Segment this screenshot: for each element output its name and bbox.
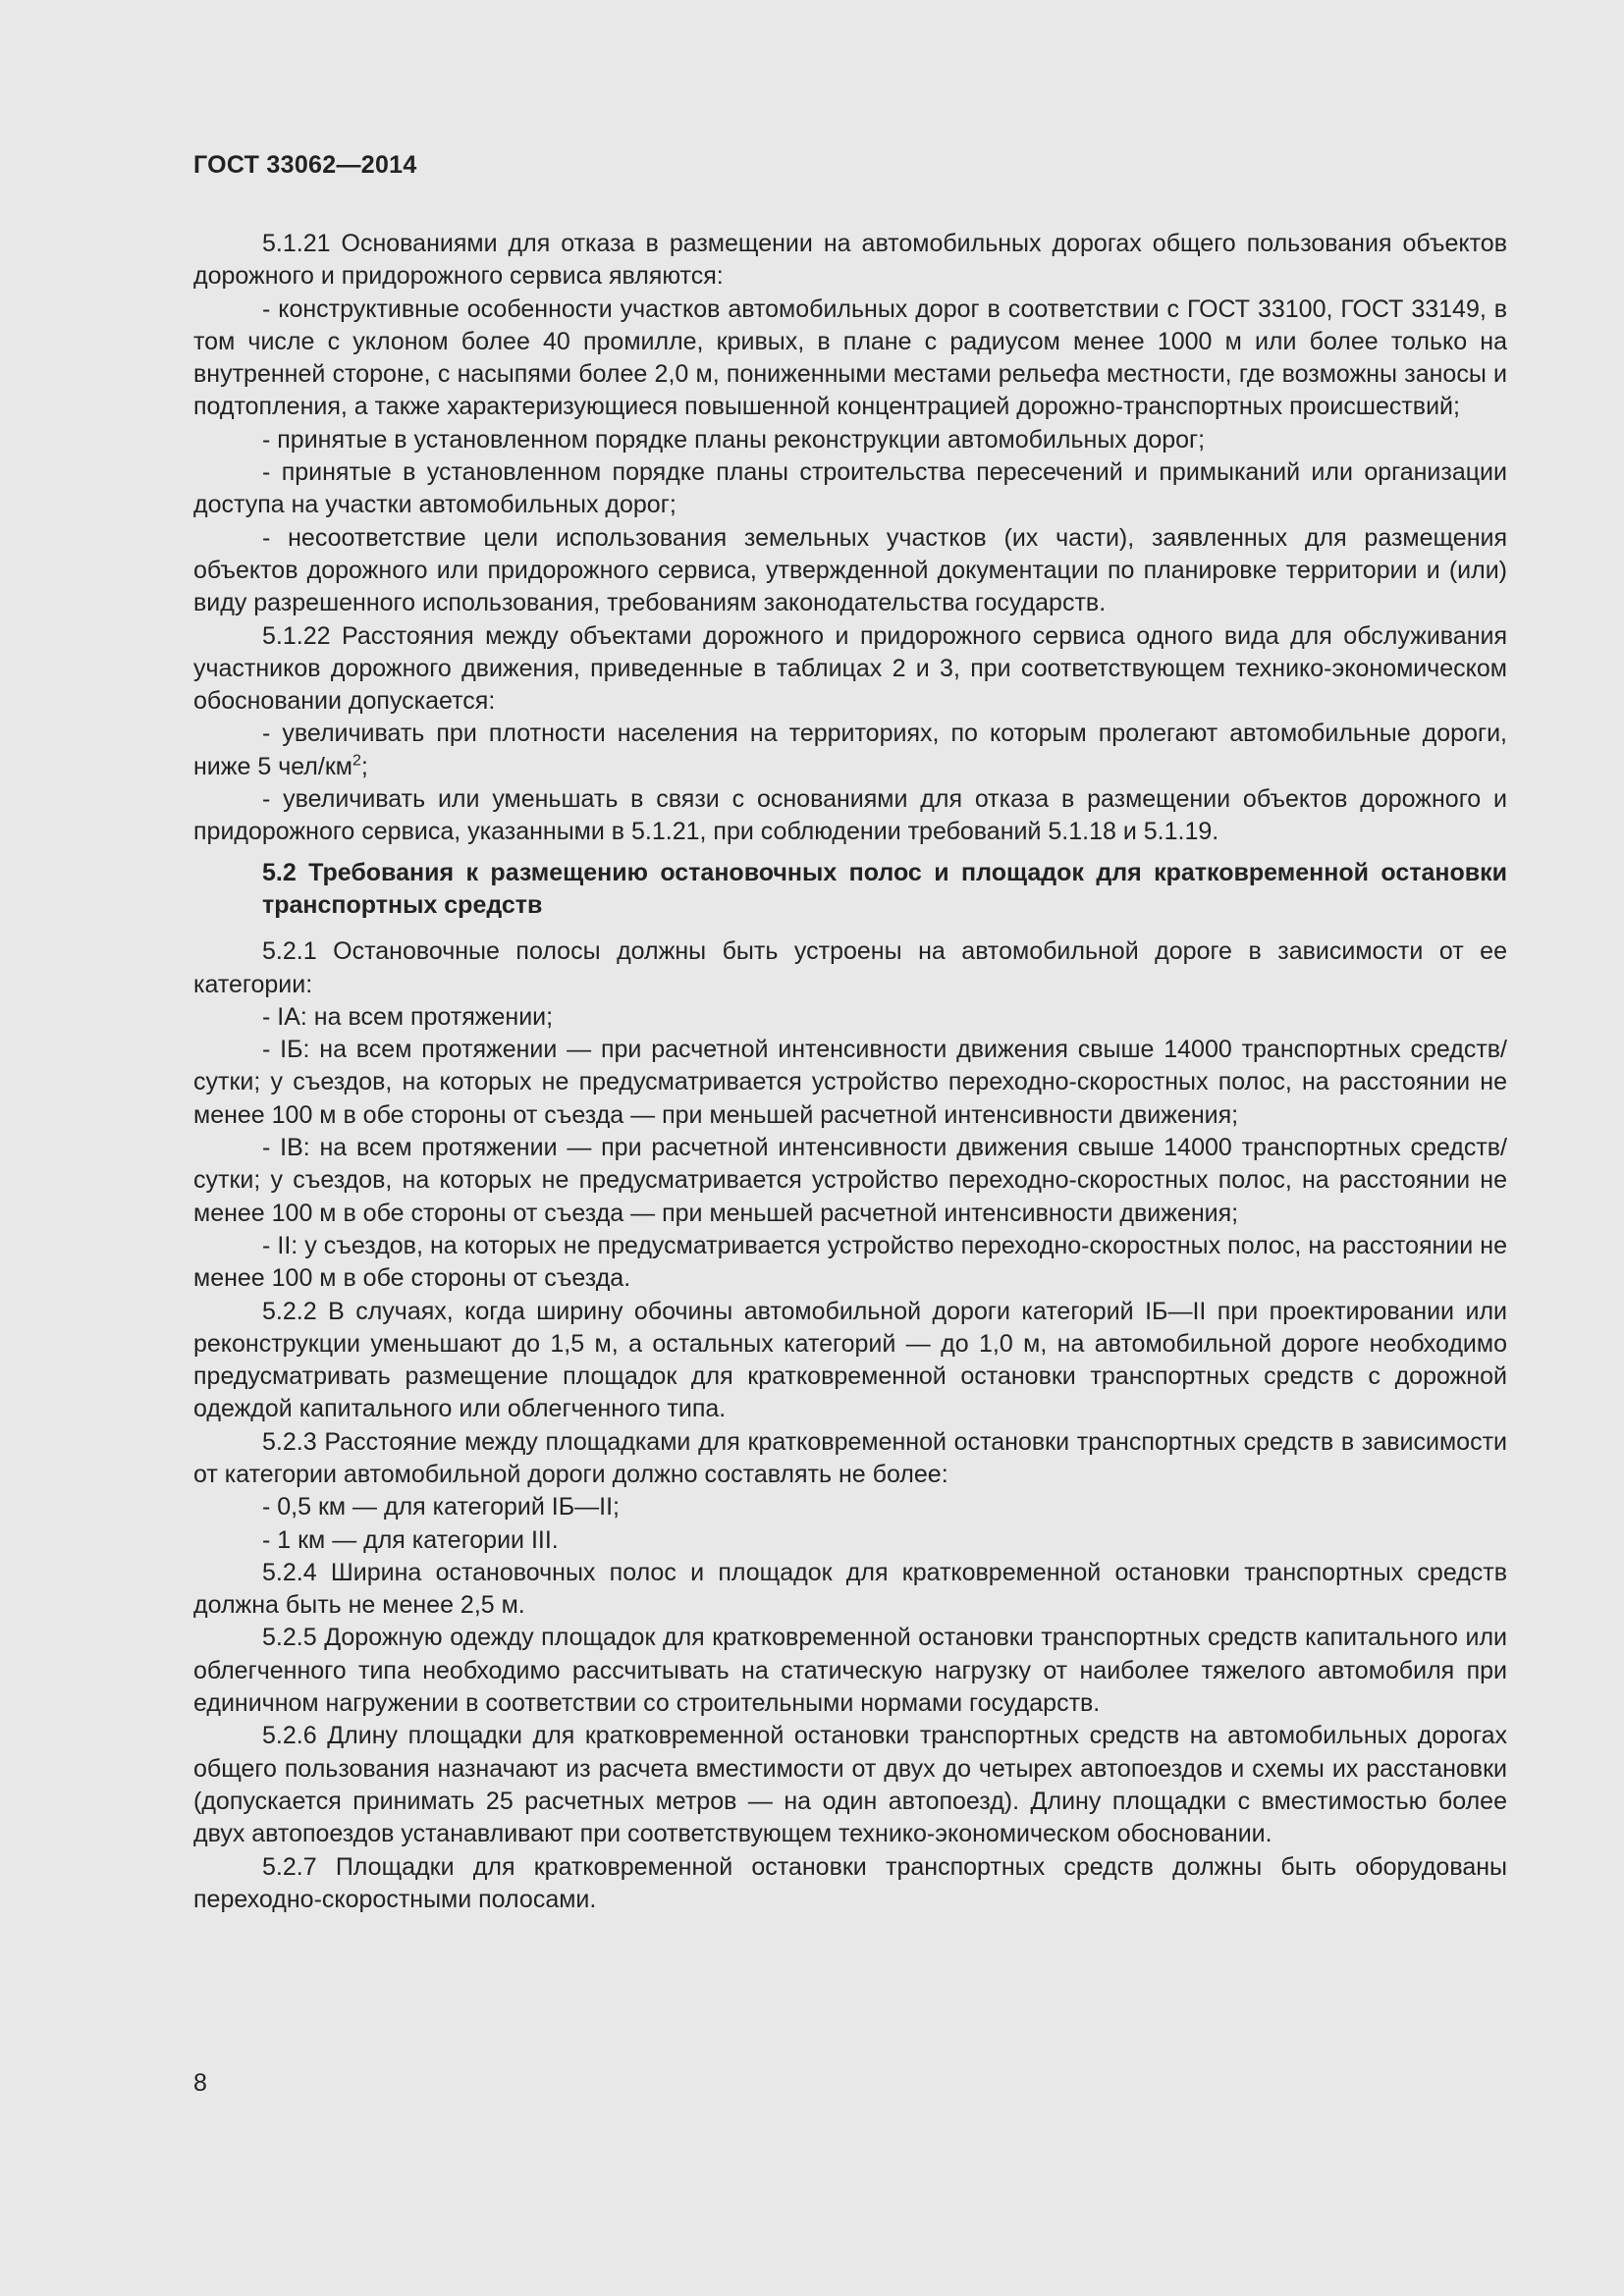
paragraph bbox=[193, 1622, 1507, 1720]
paragraph-text: 5.1.22 Расстояния между объектами дорожного и придорожного сервиса одного вида для обслуживания участников дорожного движения, приведенные в таблицах 2 и 3, при соответствующем технико-экономическом обосновании допускается: bbox=[193, 621, 1507, 716]
paragraph bbox=[193, 1557, 1507, 1623]
paragraph-text: - IА: на всем протяжении; bbox=[262, 1002, 554, 1031]
paragraph-text: 5.2.5 Дорожную одежду площадок для кратковременной остановки транспортных средств капитального или облегченного типа необходимо рассчитывать на статическую нагрузку от наиболее тяжелого автомобиля при единичном нагружении в соответствии со строительными нормами государств. bbox=[193, 1624, 1507, 1718]
paragraph-text: - увеличивать или уменьшать в связи с основаниями для отказа в размещении объектов дорожного и придорожного сервиса, указанными в 5.1.21, при соблюдении требований 5.1.18 и 5.1.19. bbox=[193, 785, 1507, 846]
paragraph bbox=[193, 294, 1507, 424]
paragraph bbox=[193, 935, 1507, 1001]
document-header: ГОСТ 33062—2014 bbox=[193, 151, 417, 179]
paragraph-text: - IБ: на всем протяжении — при расчетной интенсивности движения свыше 14000 транспортных средств/сутки; у съездов, на которых не предусматривается устройство переходно-скоростных полос, на расстоянии не менее 100 м в обе стороны от съезда — при меньшей расчетной интенсивности движения; bbox=[193, 1036, 1507, 1129]
page-number: 8 bbox=[193, 2069, 207, 2097]
paragraph-text: - 0,5 км — для категорий IБ—II; bbox=[262, 1493, 621, 1522]
paragraph-text: 5.2.2 В случаях, когда ширину обочины автомобильной дороги категорий IБ—II при проектировании или реконструкции уменьшают до 1,5 м, а остальных категорий — до 1,0 м, на автомобильной дороге необходимо предусматривать размещение площадок для кратковременной остановки транспортных средств с дорожной одеждой капитального или облегченного типа. bbox=[193, 1297, 1507, 1423]
paragraph bbox=[193, 1524, 1507, 1557]
paragraph-text: 5.2 Требования к размещению остановочных полос и площадок для кратковременной остановки транспортных средств bbox=[262, 858, 1507, 919]
paragraph-text: - IВ: на всем протяжении — при расчетной интенсивности движения свыше 14000 транспортных средств/сутки; у съездов, на которых не предусматривается устройство переходно-скоростных полос, на расстоянии не менее 100 м в обе стороны от съезда — при меньшей расчетной интенсивности движения; bbox=[193, 1134, 1507, 1227]
paragraph bbox=[193, 1296, 1507, 1426]
paragraph-text: 5.2.3 Расстояние между площадками для кратковременной остановки транспортных средств в зависимости от категории автомобильной дороги должно составлять не более: bbox=[193, 1427, 1507, 1488]
paragraph bbox=[193, 1001, 1507, 1034]
paragraph-text: 5.1.21 Основаниями для отказа в размещении на автомобильных дорогах общего пользования объектов дорожного и придорожного сервиса являются: bbox=[193, 230, 1507, 291]
paragraph bbox=[193, 1720, 1507, 1850]
paragraph bbox=[193, 783, 1507, 849]
paragraph-text: 5.2.6 Длину площадки для кратковременной остановки транспортных средств на автомобильных дорогах общего пользования назначают из расчета вместимости от двух до четырех автопоездов и схемы их расстановки (допускается принимать 25 расчетных метров — на один автопоезд). Длину площадки с вместимостью более двух автопоездов устанавливают при соответствующем технико-экономическом обосновании. bbox=[193, 1722, 1507, 1848]
paragraph bbox=[193, 522, 1507, 620]
paragraph-text: 5.2.4 Ширина остановочных полос и площадок для кратковременной остановки транспортных средств должна быть не менее 2,5 м. bbox=[193, 1558, 1507, 1620]
paragraph bbox=[193, 1426, 1507, 1492]
paragraph-text: 5.2.1 Остановочные полосы должны быть устроены на автомобильной дороге в зависимости от ее категории: bbox=[193, 937, 1507, 998]
paragraph-text: - конструктивные особенности участков автомобильных дорог в соответствии с ГОСТ 33100, ГОСТ 33149, в том числе с уклоном более 40 промилле, кривых, в плане с радиусом менее 1000 м или более только на внутренней стороне, с насыпями более 2,0 м, пониженными местами рельефа местности, где возможны заносы и подтопления, а также характеризующиеся повышенной концентрацией дорожно-транспортных происшествий; bbox=[193, 294, 1507, 421]
section-heading bbox=[193, 857, 1507, 923]
paragraph bbox=[193, 1851, 1507, 1917]
superscript: 2 bbox=[352, 752, 361, 770]
paragraph-text: - несоответствие цели использования земельных участков (их части), заявленных для размещения объектов дорожного или придорожного сервиса, утвержденной документации по планировке территории и (или) виду разрешенного использования, требованиям законодательства государств. bbox=[193, 523, 1507, 617]
paragraph-text: - II: у съездов, на которых не предусматривается устройство переходно-скоростных полос, на расстоянии не менее 100 м в обе стороны от съезда. bbox=[193, 1231, 1507, 1293]
paragraph bbox=[193, 718, 1507, 783]
paragraph-tail: ; bbox=[360, 752, 368, 780]
paragraph-text: - 1 км — для категории III. bbox=[262, 1525, 559, 1554]
paragraph bbox=[193, 228, 1507, 294]
paragraph bbox=[193, 1230, 1507, 1296]
paragraph-text: - принятые в установленном порядке планы строительства пересечений и примыканий или организации доступа на участки автомобильных дорог; bbox=[193, 458, 1507, 519]
paragraph bbox=[193, 424, 1507, 456]
paragraph-text: - принятые в установленном порядке планы реконструкции автомобильных дорог; bbox=[262, 425, 1206, 454]
paragraph bbox=[193, 1034, 1507, 1132]
document-page bbox=[193, 147, 1507, 1916]
paragraph-text: 5.2.7 Площадки для кратковременной остановки транспортных средств должны быть оборудованы переходно-скоростными полосами. bbox=[193, 1852, 1507, 1913]
paragraph bbox=[193, 620, 1507, 719]
paragraph bbox=[193, 1491, 1507, 1523]
paragraph bbox=[193, 456, 1507, 522]
paragraph bbox=[193, 1132, 1507, 1230]
paragraph-text: - увеличивать при плотности населения на территориях, по которым пролегают автомобильные дороги, ниже 5 чел/км bbox=[193, 720, 1507, 780]
document-body bbox=[193, 228, 1507, 1916]
